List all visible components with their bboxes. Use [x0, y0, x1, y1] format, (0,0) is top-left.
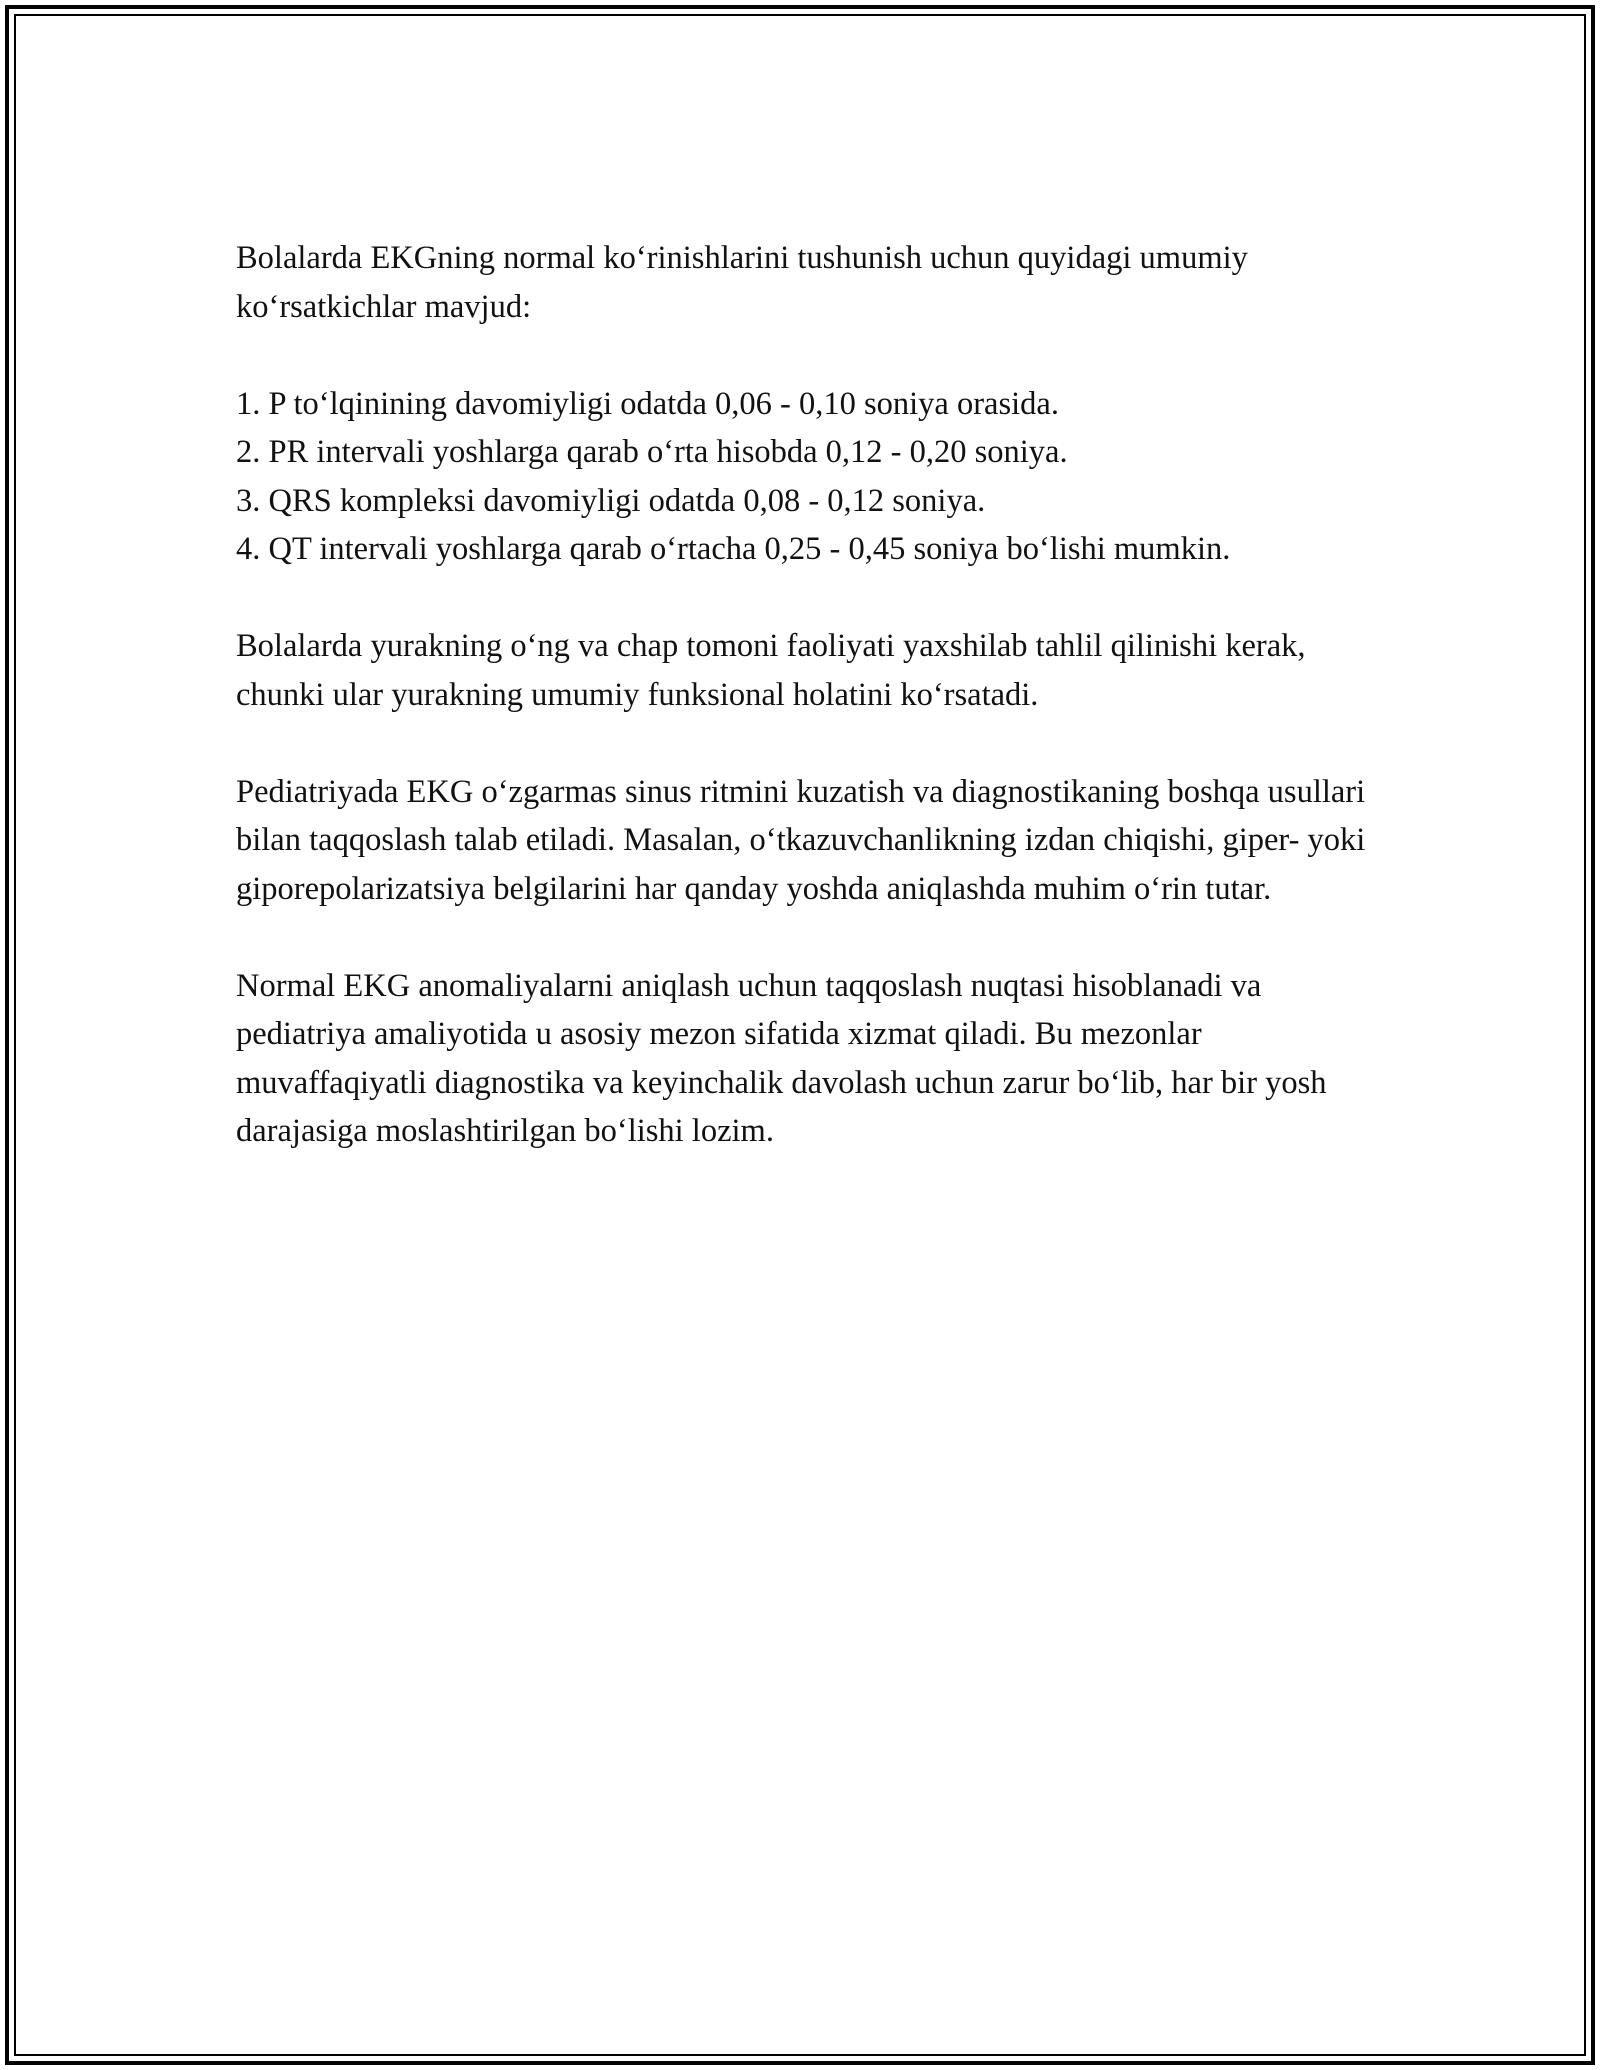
- intro-paragraph: Bolalarda EKGning normal ko‘rinishlarini tushunish uchun quyidagi umumiy ko‘rsatkichlar mavjud:: [236, 240, 1248, 325]
- paragraph-pediatrics: Pediatriyada EKG o‘zgarmas sinus ritmini kuzatish va diagnostikaning boshqa usullari bilan taqqoslash talab etiladi. Masalan, o‘tkazuvchanlikning izdan chiqishi, giper- yoki giporepolarizatsiya belgilarini har qanday yoshda aniqlashda muhim o‘rin tutar.: [236, 773, 1366, 907]
- ekg-values-list: [236, 380, 1376, 574]
- list-item-pr-interval: 2. PR intervali yoshlarga qarab o‘rta hisobda 0,12 - 0,20 soniya.: [236, 434, 1068, 470]
- paragraph-normal-ekg: Normal EKG anomaliyalarni aniqlash uchun taqqoslash nuqtasi hisoblanadi va pediatriya amaliyotida u asosiy mezon sifatida xizmat qiladi. Bu mezonlar muvaffaqiyatli diagnostika va keyinchalik davolash uchun zarur bo‘lib, har bir yosh darajasiga moslashtirilgan bo‘lishi lozim.: [236, 967, 1327, 1149]
- spacer: [236, 574, 1376, 623]
- paragraph-heart-sides: Bolalarda yurakning o‘ng va chap tomoni faoliyati yaxshilab tahlil qilinishi kerak, chunki ular yurakning umumiy funksional holatini ko‘rsatadi.: [236, 628, 1306, 713]
- spacer: [236, 913, 1376, 962]
- spacer: [236, 719, 1376, 768]
- list-item-qrs-complex: 3. QRS kompleksi davomiyligi odatda 0,08 - 0,12 soniya.: [236, 482, 986, 519]
- list-item-qt-interval: 4. QT intervali yoshlarga qarab o‘rtacha 0,25 - 0,45 soniya bo‘lishi mumkin.: [236, 531, 1231, 567]
- list-item-p-wave: 1. P to‘lqinining davomiyligi odatda 0,06 - 0,10 soniya orasida.: [236, 385, 1059, 422]
- spacer: [236, 331, 1376, 380]
- document-body: [236, 234, 1376, 1156]
